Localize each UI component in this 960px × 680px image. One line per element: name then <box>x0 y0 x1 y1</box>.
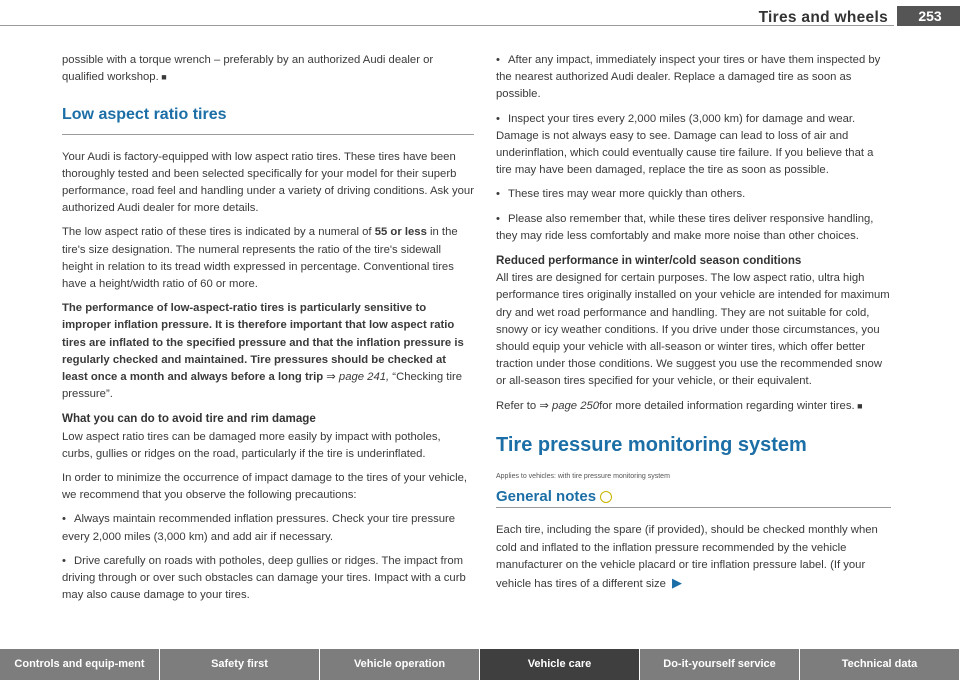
paragraph-1: Your Audi is factory-equipped with low aspect ratio tires. These tires have been thoroughly tested and been selected specifically for your model for their superb performance, road feel and handling under a variety of driving conditions. Ask your authorized Audi dealer for more details. <box>62 150 474 215</box>
general-notes-rule <box>496 507 891 508</box>
bullet-item: • Drive carefully on roads with potholes, deep gullies or ridges. The impact from driving through or over such obstacles can damage your tires. Impact with a curb may also cause damage to your tires. <box>62 553 474 605</box>
general-notes-title <box>496 488 891 505</box>
paragraph-3-bold: The performance of low-aspect-ratio tires is particularly sensitive to improper inflation pressure. It is therefore important that low aspect ratio tires are inflated to the specified pressure and that the inflation pressure is regularly checked and maintained. Tire pressures should be checked at least once a month and always before a long trip <box>62 302 464 384</box>
right-column <box>496 52 891 600</box>
paragraph-3 <box>62 300 474 403</box>
left-column <box>62 52 474 611</box>
link-arrow: ⇒ <box>323 371 339 384</box>
paragraph-4: Low aspect ratio tires can be damaged more easily by impact with potholes, curbs, gullies or ridges on the road, particularly if the tire is underinflated. <box>62 430 441 460</box>
footer-tab-controls-and-equip-ment[interactable]: Controls and equip-ment <box>0 649 160 680</box>
header-title: Tires and wheels <box>758 9 888 26</box>
subheading-winter: Reduced performance in winter/cold season conditions <box>496 254 802 268</box>
paragraph-3-tail: “Checking tire pressure”. <box>62 371 463 401</box>
refer-tail: for more detailed information regarding winter tires. <box>599 399 855 412</box>
paragraph-refer <box>496 398 891 415</box>
paragraph-general-notes <box>496 522 891 593</box>
subheading-avoid-damage: What you can do to avoid tire and rim damage <box>62 412 316 426</box>
paragraph-2 <box>62 224 474 293</box>
applies-note: Applies to vehicles: with tire pressure monitoring system <box>496 473 670 481</box>
paragraph-2-part-c: in the tire's size designation. The numeral represents the ratio of the tire's sidewall height in relation to its tread width expressed in percentage. Conventional tires have a height/width ratio of 60 or more. <box>62 226 458 291</box>
bullet-item: • After any impact, immediately inspect your tires or have them inspected by the nearest authorized Audi dealer. Replace a damaged tire as soon as possible. <box>496 52 891 104</box>
general-notes-label: General notes <box>496 488 597 506</box>
footer-nav <box>0 649 960 680</box>
continue-arrow-icon: ▶ <box>671 575 682 591</box>
paragraph-winter: All tires are designed for certain purposes. The low aspect ratio, ultra high performance tires originally installed on your vehicle are intended for maximum dry and wet road performance and handling. They are not suitable for cold, snowy or icy weather conditions. If you drive under those circumstances, you should equip your vehicle with all-season or winter tires, which offer better traction under those conditions. We suggest you use the recommended snow or all-season tires specified for your vehicle, or their equivalent. <box>496 272 890 388</box>
intro-paragraph: possible with a torque wrench – preferably by an authorized Audi dealer or qualified workshop. ■ <box>62 52 474 86</box>
page-number: 253 <box>894 6 960 26</box>
section-title-low-aspect: Low aspect ratio tires <box>62 106 227 124</box>
footer-tab-safety-first[interactable]: Safety first <box>160 649 320 680</box>
section-title-tpms: Tire pressure monitoring system <box>496 433 807 456</box>
footer-tab-vehicle-operation[interactable]: Vehicle operation <box>320 649 480 680</box>
bullet-item: • Inspect your tires every 2,000 miles (3,000 km) for damage and wear. Damage is not always easy to see. Damage can lead to loss of air and underinflation, which could eventually cause tire failure. If you believe that a tire may have been damaged, replace the tire as soon as possible. <box>496 111 891 180</box>
paragraph-5: In order to minimize the occurrence of impact damage to the tires of your vehicle, we recommend that you observe the following precautions: <box>62 472 467 502</box>
section-rule <box>62 134 474 135</box>
footer-tab-do-it-yourself-service[interactable]: Do-it-yourself service <box>640 649 800 680</box>
general-notes-text: Each tire, including the spare (if provided), should be checked monthly when cold and inflated to the inflation pressure recommended by the vehicle manufacturer on the vehicle placard or tire inflation pressure label. (If your vehicle has tires of a different size <box>496 524 878 591</box>
bullet-item: • Always maintain recommended inflation pressures. Check your tire pressure every 2,000 miles (3,000 km) and add air if necessary. <box>62 511 474 545</box>
bullet-item: • Please also remember that, while these tires deliver responsive handling, they may ride less comfortably and make more noise than other choices. <box>496 211 891 245</box>
warning-icon <box>600 491 612 503</box>
paragraph-2-bold: 55 or less <box>374 226 427 239</box>
paragraph-2-part-a: The low aspect ratio of these tires is indicated by a numeral of <box>62 226 375 239</box>
page-ref-link[interactable]: page 250 <box>551 399 600 412</box>
refer-text: Refer to <box>496 399 537 412</box>
page-ref-link[interactable]: page 241, <box>338 371 390 384</box>
footer-tab-vehicle-care[interactable]: Vehicle care <box>480 649 640 680</box>
footer-tab-technical-data[interactable]: Technical data <box>800 649 960 680</box>
link-arrow: ⇒ <box>536 399 552 412</box>
bullet-item: • These tires may wear more quickly than others. <box>496 186 891 203</box>
